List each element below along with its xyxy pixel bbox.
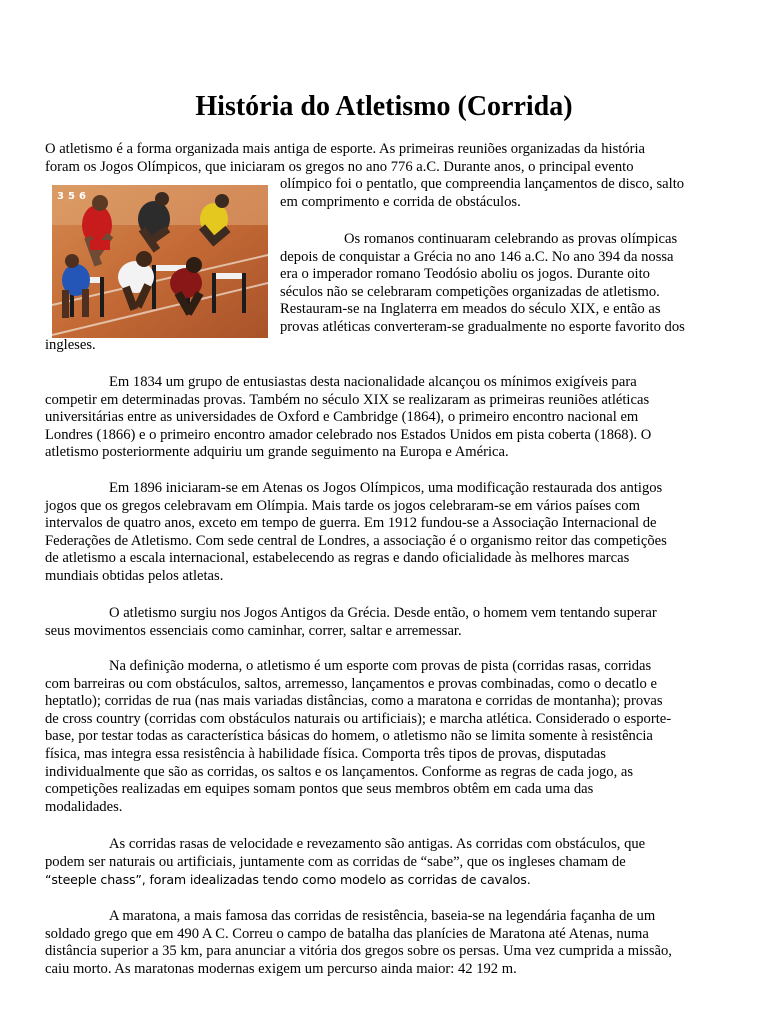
document-title: História do Atletismo (Corrida) — [195, 91, 573, 122]
paragraph-4 — [45, 480, 725, 586]
paragraph-line: era o imperador romano Teodósio aboliu os jogos. Durante oito — [280, 266, 650, 283]
paragraph-line: O atletismo é a forma organizada mais antiga de esporte. As primeiras reuniões organizadas da história — [45, 141, 646, 157]
paragraph-line: As corridas rasas de velocidade e revezamento são antigas. As corridas com obstáculos, que — [109, 836, 646, 852]
paragraph-line: em comprimento e corrida de obstáculos. — [280, 193, 521, 210]
paragraph-8 — [45, 908, 725, 978]
paragraph-line: foram os Jogos Olímpicos, que iniciaram os gregos no ano 776 a.C. Durante anos, o principal evento — [45, 158, 634, 175]
paragraph-line: O atletismo surgiu nos Jogos Antigos da Grécia. Desde então, o homem vem tentando superar — [109, 605, 657, 621]
paragraph-line: Os romanos continuaram celebrando as provas olímpicas — [344, 231, 678, 247]
paragraph-line: Na definição moderna, o atletismo é um esporte com provas de pista (corridas rasas, corridas — [109, 658, 652, 674]
svg-text:5: 5 — [68, 191, 75, 202]
paragraph-line: Londres (1866) e o primeiro encontro amador celebrado nos Estados Unidos em pista coberta (1868). O — [45, 426, 652, 443]
paragraph-line: provas atléticas converteram-se gradualmente no esporte favorito dos — [280, 318, 685, 335]
paragraph-line: heptatlo); corridas de rua (nas mais variadas distâncias, como a maratona e corridas de montanha); provas — [45, 693, 663, 710]
paragraph-line: Em 1896 iniciaram-se em Atenas os Jogos Olímpicos, uma modificação restaurada dos antigos — [109, 480, 663, 496]
paragraph-line: podem ser naturais ou artificiais, juntamente com as corridas de “sabe”, que os ingleses chamam de — [45, 853, 626, 870]
paragraph-line: jogos que os gregos celebravam em Olímpia. Mais tarde os jogos celebraram-se em vários países com — [45, 497, 640, 514]
paragraph-line: física, mas integra essa resistência à habilidade física. Comporta três tipos de provas, disputadas — [45, 745, 606, 762]
paragraph-line: individualmente que são as corridas, os saltos e os lançamentos. Conforme as regras de cada jogo, as — [45, 763, 634, 780]
paragraph-line: de cross country (corridas com obstáculos naturais ou artificiais); e marcha atlética. Considerado o esporte- — [45, 710, 672, 727]
paragraph-line: séculos não se celebraram competições organizadas de atletismo. — [280, 283, 660, 300]
paragraph-line: mundiais obtidas pelos atletas. — [45, 567, 224, 584]
paragraph-line: Restauram-se na Inglaterra em meados do século XIX, e então as — [280, 301, 661, 318]
paragraph-line: Em 1834 um grupo de entusiastas desta nacionalidade alcançou os mínimos exigíveis para — [109, 374, 637, 390]
paragraph-line: seus movimentos essenciais como caminhar, correr, saltar e arremessar. — [45, 622, 462, 639]
paragraph-1 — [45, 141, 725, 211]
paragraph-line: ingleses. — [45, 336, 96, 353]
paragraph-3 — [45, 374, 725, 462]
paragraph-line: competições realizadas em equipes somam pontos que seus membros obtêm em cada uma das — [45, 781, 594, 798]
svg-text:6: 6 — [79, 191, 86, 202]
paragraph-line: distância superior a 35 km, para anunciar a vitória dos gregos sobre os persas. Uma vez cumprida a missão, — [45, 943, 672, 960]
paragraph-line: Federações de Atletismo. Com sede central de Londres, a associação é o organismo reitor das competições — [45, 532, 667, 549]
paragraph-line: universitárias entre as universidades de Oxford e Cambridge (1864), o primeiro encontro nacional em — [45, 409, 639, 426]
paragraph-line: de atletismo a escala internacional, estabelecendo as regras e dando oficialidade às melhores marcas — [45, 550, 630, 567]
paragraph-line: A maratona, a mais famosa das corridas de resistência, baseia-se na legendária façanha de um — [109, 908, 656, 924]
paragraph-line: base, por testar todas as característica básicas do homem, o atletismo não se limita somente à resistência — [45, 728, 653, 745]
paragraph-line: competir em determinadas provas. Também no século XIX se realizaram as primeiras reuniões atléticas — [45, 391, 650, 408]
paragraph-line: soldado grego que em 490 A C. Correu o campo de batalha das planícies de Maratona até Atenas, numa — [45, 925, 649, 942]
paragraph-line: atletismo posteriormente adquiriu um grande seguimento na Europa e América. — [45, 444, 509, 461]
paragraph-6 — [45, 658, 725, 816]
paragraph-5 — [45, 605, 725, 640]
paragraph-line: “steeple chass”, foram idealizadas tendo como modelo as corridas de cavalos. — [45, 872, 531, 888]
paragraph-line: depois de conquistar a Grécia no ano 146 a.C. No ano 394 da nossa — [280, 248, 674, 265]
paragraph-line: intervalos de quatro anos, exceto em tempo de guerra. Em 1912 fundou-se a Associação Internacional de — [45, 515, 657, 532]
svg-text:3: 3 — [57, 191, 64, 202]
paragraph-line: caiu morto. As maratonas modernas exigem um percurso ainda maior: 42 192 m. — [45, 960, 517, 977]
paragraph-line: olímpico foi o pentatlo, que compreendia lançamentos de disco, salto — [280, 176, 685, 193]
paragraph-line: modalidades. — [45, 798, 123, 815]
paragraph-7 — [45, 836, 725, 890]
paragraph-2 — [45, 231, 725, 354]
paragraph-line: com barreiras ou com obstáculos, saltos, arremesso, lançamentos e provas combinadas, como o decatlo e — [45, 675, 657, 692]
